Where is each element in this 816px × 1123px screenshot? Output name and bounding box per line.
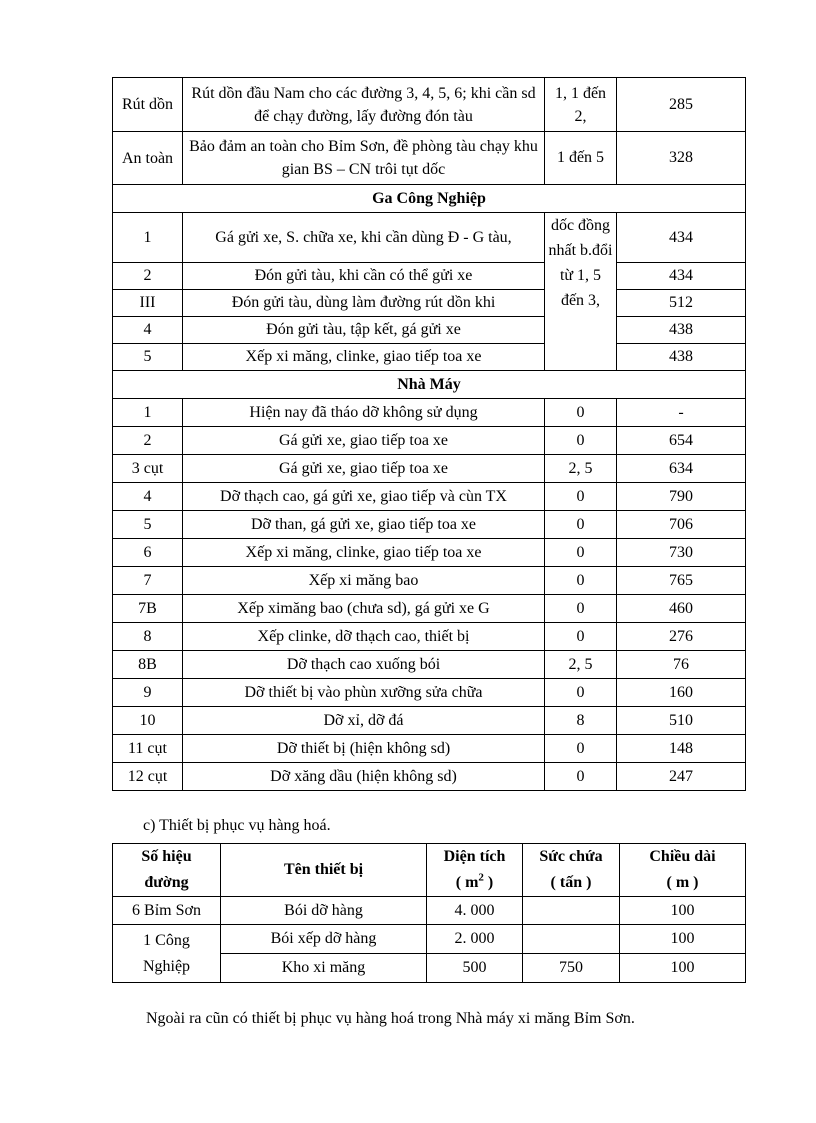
track-slope: 2, 5 bbox=[545, 455, 617, 483]
track-usage: Xếp xi măng, clinke, giao tiếp toa xe bbox=[183, 539, 545, 567]
section-row bbox=[113, 185, 746, 213]
track-number-line: 1 Công bbox=[143, 931, 190, 949]
track-length: 247 bbox=[617, 763, 746, 791]
header-track-number bbox=[113, 844, 221, 897]
track-usage: Dỡ thiết bị (hiện không sd) bbox=[183, 735, 545, 763]
table-row bbox=[113, 763, 746, 791]
track-length: 434 bbox=[617, 263, 746, 290]
track-slope: 0 bbox=[545, 483, 617, 511]
track-usage: Dỡ thạch cao xuống bói bbox=[183, 651, 545, 679]
track-slope: 0 bbox=[545, 567, 617, 595]
track-length: 510 bbox=[617, 707, 746, 735]
equipment-area: 4. 000 bbox=[427, 897, 523, 925]
track-name: 5 bbox=[113, 511, 183, 539]
track-length: - bbox=[617, 399, 746, 427]
equipment-table bbox=[112, 843, 746, 983]
track-usage: Gá gửi xe, giao tiếp toa xe bbox=[183, 427, 545, 455]
track-length: 438 bbox=[617, 317, 746, 344]
track-slope: 0 bbox=[545, 427, 617, 455]
track-usage: Dỡ thạch cao, gá gửi xe, giao tiếp và cùn TX bbox=[183, 483, 545, 511]
track-name: 2 bbox=[113, 263, 183, 290]
header-line: ( m bbox=[455, 874, 479, 891]
track-length: 160 bbox=[617, 679, 746, 707]
track-usage: Dỡ than, gá gửi xe, giao tiếp toa xe bbox=[183, 511, 545, 539]
equipment-length: 100 bbox=[620, 954, 746, 983]
track-name: 3 cụt bbox=[113, 455, 183, 483]
track-length: 438 bbox=[617, 344, 746, 371]
table-row bbox=[113, 651, 746, 679]
table-header-row bbox=[113, 844, 746, 897]
track-name: 1 bbox=[113, 399, 183, 427]
track-slope: 0 bbox=[545, 679, 617, 707]
table-row bbox=[113, 897, 746, 925]
table-row bbox=[113, 427, 746, 455]
table-row bbox=[113, 735, 746, 763]
table-row bbox=[113, 925, 746, 954]
track-usage: Xếp xi măng, clinke, giao tiếp toa xe bbox=[183, 344, 545, 371]
section-title: Ga Công Nghiệp bbox=[113, 185, 746, 213]
track-usage: Xếp xi măng bao bbox=[183, 567, 545, 595]
track-name: III bbox=[113, 290, 183, 317]
header-line: Sức chứa bbox=[539, 848, 603, 865]
track-usage: Dỡ xăng dầu (hiện không sd) bbox=[183, 763, 545, 791]
track-usage: Dỡ thiết bị vào phùn xưỡng sửa chữa bbox=[183, 679, 545, 707]
track-length: 790 bbox=[617, 483, 746, 511]
track-slope: 8 bbox=[545, 707, 617, 735]
track-length: 634 bbox=[617, 455, 746, 483]
track-name: 1 bbox=[113, 213, 183, 263]
equipment-capacity: 750 bbox=[523, 954, 620, 983]
table-row bbox=[113, 344, 746, 371]
track-usage: Xếp clinke, dỡ thạch cao, thiết bị bbox=[183, 623, 545, 651]
header-line: ( m ) bbox=[666, 874, 699, 891]
track-slope: 1, 1 đến 2, bbox=[545, 78, 617, 132]
track-length: 765 bbox=[617, 567, 746, 595]
track-name: 7B bbox=[113, 595, 183, 623]
track-usage: Bảo đảm an toàn cho Bỉm Sơn, đề phòng tàu chạy khu gian BS – CN trôi tụt dốc bbox=[183, 132, 545, 185]
equipment-capacity bbox=[523, 897, 620, 925]
track-name: 2 bbox=[113, 427, 183, 455]
track-slope: 2, 5 bbox=[545, 651, 617, 679]
table-row bbox=[113, 511, 746, 539]
table-row bbox=[113, 317, 746, 344]
table-row bbox=[113, 679, 746, 707]
header-line: Chiều dài bbox=[649, 848, 716, 865]
track-name: 4 bbox=[113, 317, 183, 344]
section-caption: c) Thiết bị phục vụ hàng hoá. bbox=[143, 817, 331, 834]
track-usage: Đón gửi tàu, tập kết, gá gửi xe bbox=[183, 317, 545, 344]
track-slope: 0 bbox=[545, 511, 617, 539]
header-line: ( tấn ) bbox=[550, 874, 592, 891]
header-line: đường bbox=[144, 874, 189, 891]
header-line: ) bbox=[483, 874, 494, 891]
track-length: 654 bbox=[617, 427, 746, 455]
table-row bbox=[113, 623, 746, 651]
header-capacity bbox=[523, 844, 620, 897]
track-length: 706 bbox=[617, 511, 746, 539]
track-table bbox=[112, 77, 746, 791]
track-name: 11 cụt bbox=[113, 735, 183, 763]
track-usage: Rút dồn đầu Nam cho các đường 3, 4, 5, 6; khi cần sd để chạy đường, lấy đường đón tàu bbox=[183, 78, 545, 132]
header-length bbox=[620, 844, 746, 897]
track-number bbox=[113, 925, 221, 983]
track-usage: Gá gửi xe, giao tiếp toa xe bbox=[183, 455, 545, 483]
header-area bbox=[427, 844, 523, 897]
track-name: 8B bbox=[113, 651, 183, 679]
track-name: 10 bbox=[113, 707, 183, 735]
track-name: 9 bbox=[113, 679, 183, 707]
track-length: 730 bbox=[617, 539, 746, 567]
table-row bbox=[113, 78, 746, 132]
equipment-area: 500 bbox=[427, 954, 523, 983]
equipment-length: 100 bbox=[620, 925, 746, 954]
table-row bbox=[113, 567, 746, 595]
track-usage: Xếp ximăng bao (chưa sd), gá gửi xe G bbox=[183, 595, 545, 623]
table-row bbox=[113, 263, 746, 290]
header-line: Diện tích bbox=[443, 848, 506, 865]
track-name: 4 bbox=[113, 483, 183, 511]
track-length: 276 bbox=[617, 623, 746, 651]
track-length: 512 bbox=[617, 290, 746, 317]
track-slope: 0 bbox=[545, 763, 617, 791]
table-row bbox=[113, 132, 746, 185]
section-title: Nhà Máy bbox=[113, 371, 746, 399]
equipment-length: 100 bbox=[620, 897, 746, 925]
section-row bbox=[113, 371, 746, 399]
track-usage: Hiện nay đã tháo dỡ không sử dụng bbox=[183, 399, 545, 427]
track-number: 6 Bỉm Sơn bbox=[113, 897, 221, 925]
track-slope: 0 bbox=[545, 623, 617, 651]
track-length: 434 bbox=[617, 213, 746, 263]
closing-note: Ngoài ra cũn có thiết bị phục vụ hàng hoá trong Nhà máy xi măng Bỉm Sơn. bbox=[146, 1010, 635, 1027]
track-name: 7 bbox=[113, 567, 183, 595]
table-row bbox=[113, 290, 746, 317]
equipment-capacity bbox=[523, 925, 620, 954]
track-name: 12 cụt bbox=[113, 763, 183, 791]
track-slope: dốc đồng nhất b.đổi từ 1, 5 đến 3, bbox=[545, 213, 617, 371]
track-length: 76 bbox=[617, 651, 746, 679]
table-row bbox=[113, 399, 746, 427]
track-length: 148 bbox=[617, 735, 746, 763]
track-number-line: Nghiệp bbox=[142, 957, 191, 975]
track-length: 285 bbox=[617, 78, 746, 132]
track-length: 328 bbox=[617, 132, 746, 185]
header-line: Số hiệu bbox=[141, 848, 192, 865]
track-usage: Dỡ xỉ, dỡ đá bbox=[183, 707, 545, 735]
table-row bbox=[113, 707, 746, 735]
table-row bbox=[113, 539, 746, 567]
superscript: 2 bbox=[478, 871, 484, 884]
table-row bbox=[113, 483, 746, 511]
track-name: 6 bbox=[113, 539, 183, 567]
track-slope: 0 bbox=[545, 539, 617, 567]
table-row bbox=[113, 213, 746, 263]
track-slope: 1 đến 5 bbox=[545, 132, 617, 185]
equipment-name: Kho xi măng bbox=[221, 954, 427, 983]
equipment-name: Bói xếp dỡ hàng bbox=[221, 925, 427, 954]
track-name: An toàn bbox=[113, 132, 183, 185]
track-usage: Đón gửi tàu, dùng làm đường rút dồn khi bbox=[183, 290, 545, 317]
header-equipment-name: Tên thiết bị bbox=[221, 844, 427, 897]
track-usage: Gá gửi xe, S. chữa xe, khi cần dùng Đ - G tàu, bbox=[183, 213, 545, 263]
table-row bbox=[113, 595, 746, 623]
track-slope: 0 bbox=[545, 595, 617, 623]
track-name: Rút dồn bbox=[113, 78, 183, 132]
track-slope: 0 bbox=[545, 399, 617, 427]
equipment-area: 2. 000 bbox=[427, 925, 523, 954]
track-length: 460 bbox=[617, 595, 746, 623]
equipment-name: Bói dỡ hàng bbox=[221, 897, 427, 925]
table-row bbox=[113, 455, 746, 483]
track-slope: 0 bbox=[545, 735, 617, 763]
track-usage: Đón gửi tàu, khi cần có thể gửi xe bbox=[183, 263, 545, 290]
track-name: 5 bbox=[113, 344, 183, 371]
track-name: 8 bbox=[113, 623, 183, 651]
